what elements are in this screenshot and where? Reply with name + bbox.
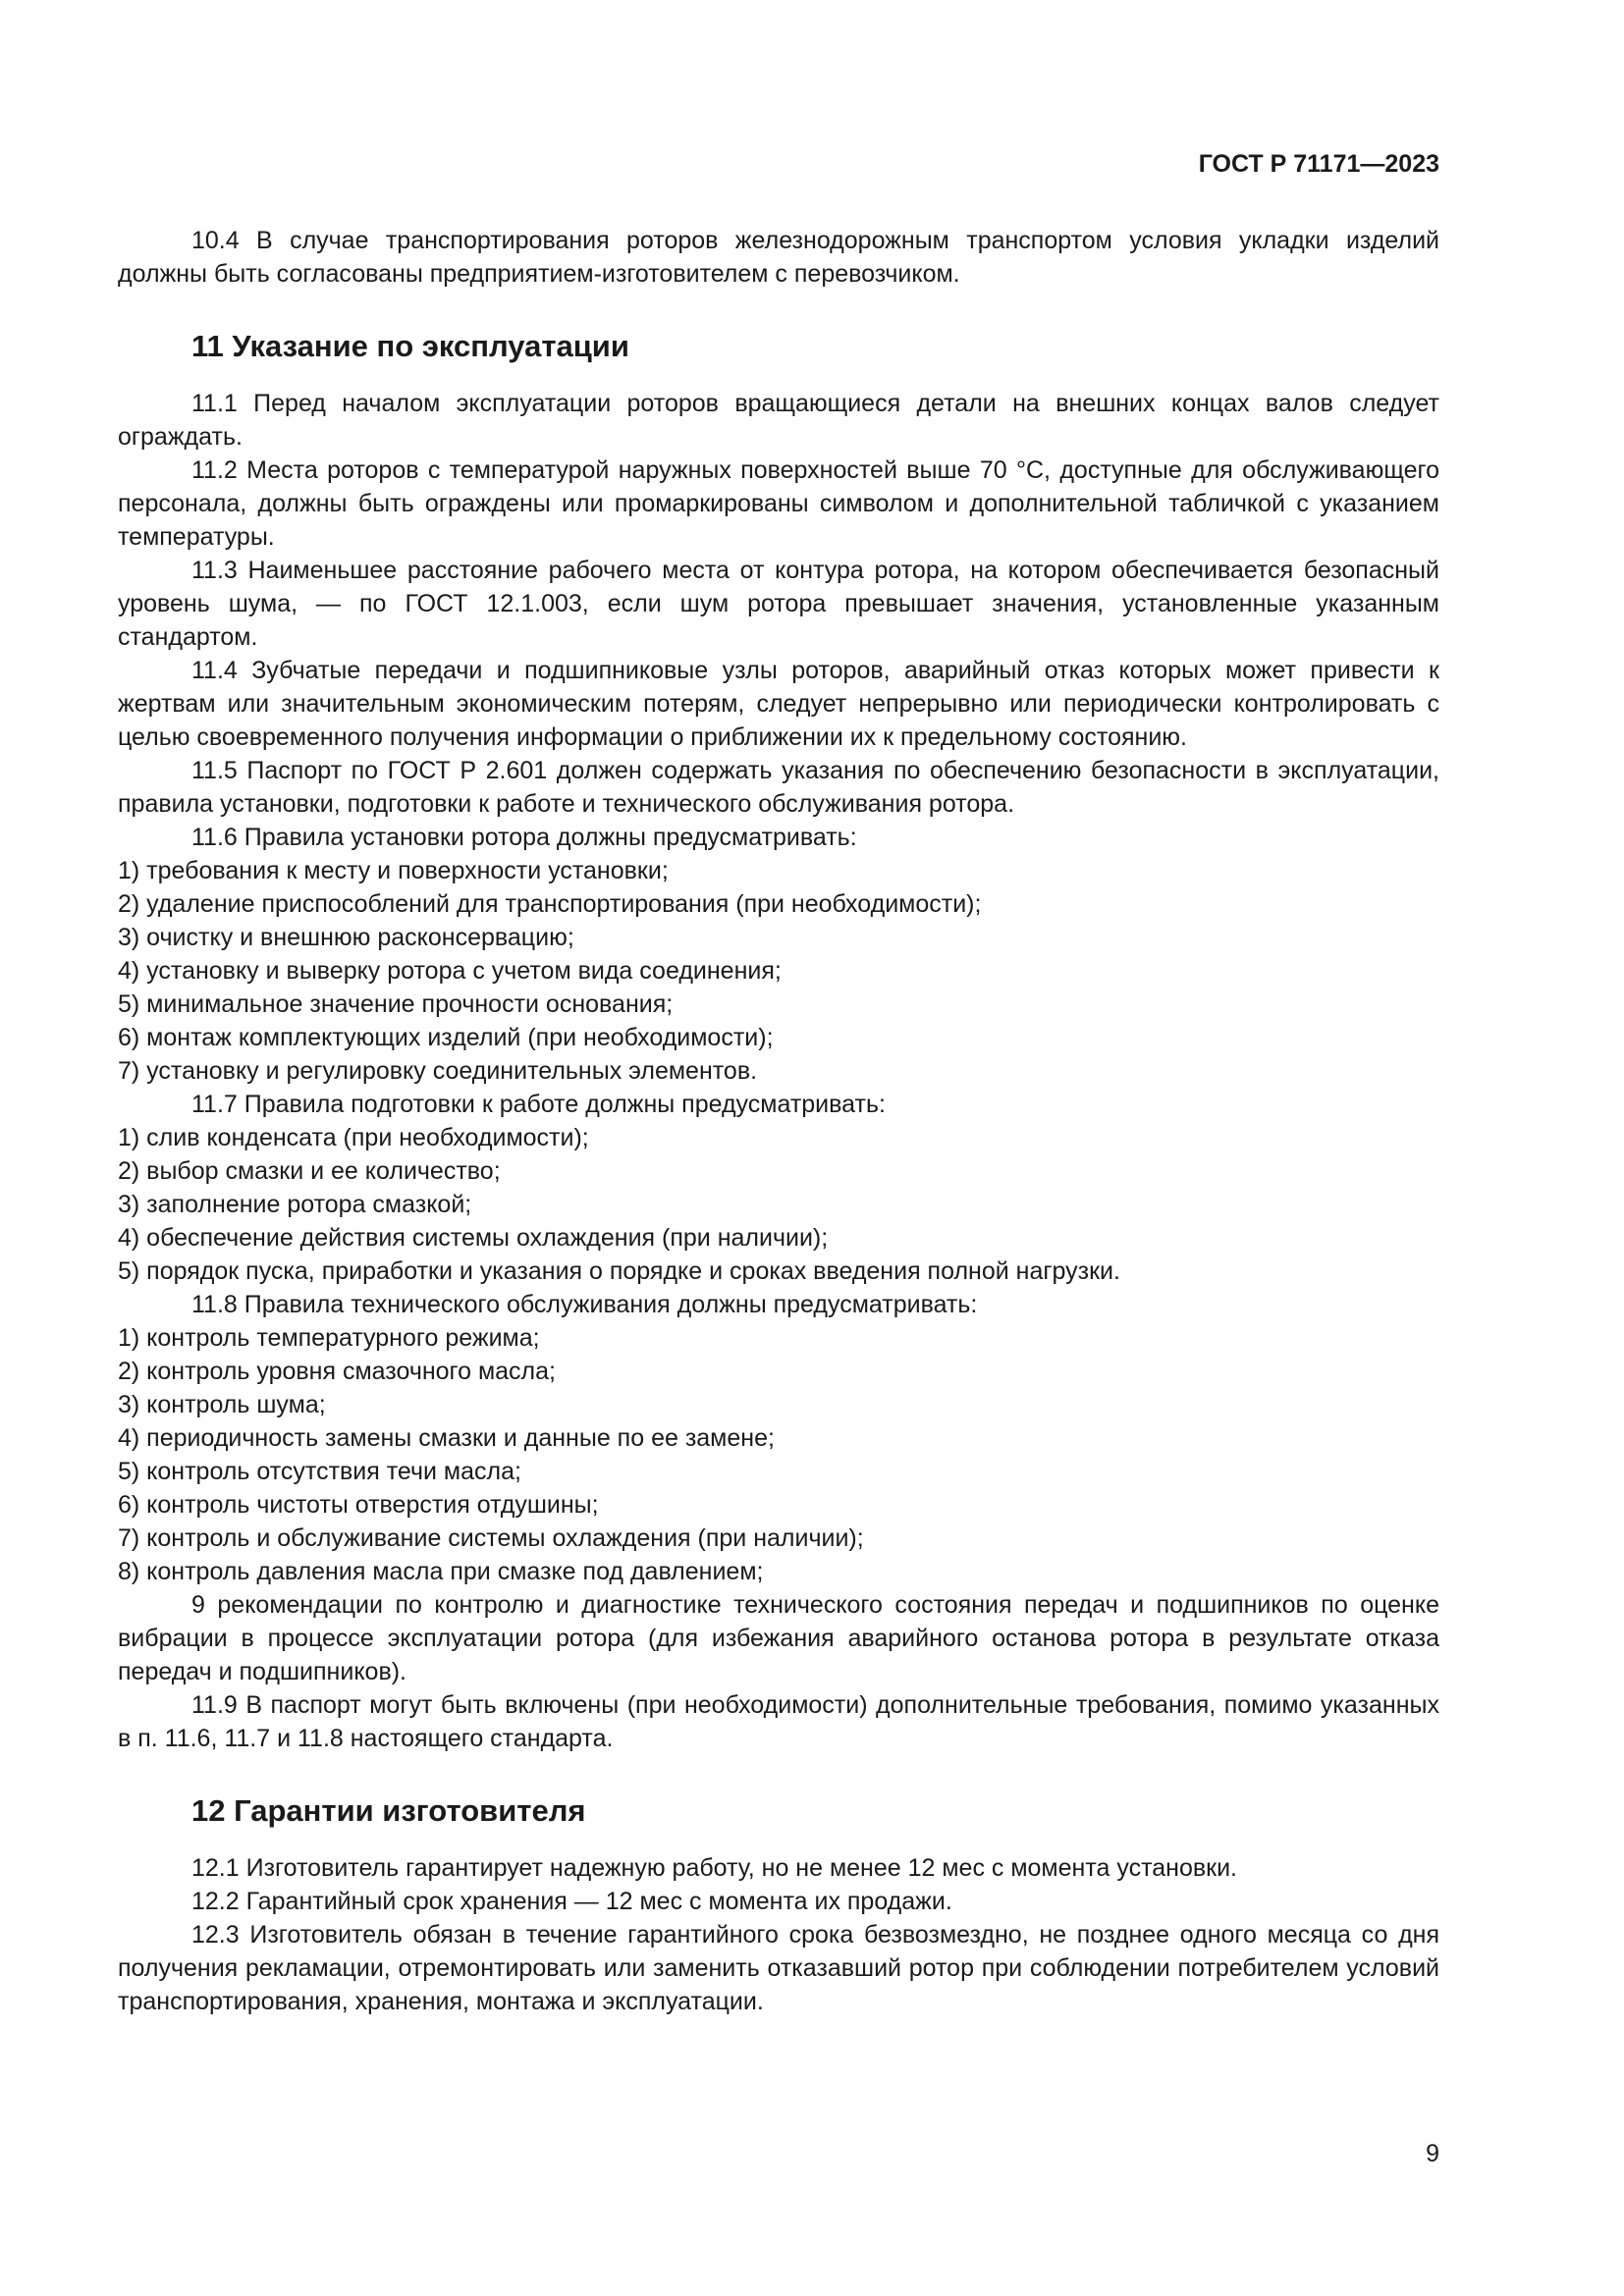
paragraph-11-1: 11.1 Перед началом эксплуатации роторов вращающиеся детали на внешних концах валов следует ограждать. <box>118 390 1439 451</box>
list-item: 5) минимальное значение прочности основания; <box>118 990 674 1018</box>
list-item: 8) контроль давления масла при смазке под давлением; <box>118 1558 764 1585</box>
paragraph-11-3: 11.3 Наименьшее расстояние рабочего места от контура ротора, на котором обеспечивается безопасный уровень шума, — по ГОСТ 12.1.003, если шум ротора превышает значения, установленные указанным стандартом. <box>118 557 1439 651</box>
list-item: 1) слив конденсата (при необходимости); <box>118 1124 589 1151</box>
list-item: 4) периодичность замены смазки и данные по ее замене; <box>118 1424 775 1452</box>
list-item: 3) контроль шума; <box>118 1391 326 1418</box>
list-item: 7) установку и регулировку соединительных элементов. <box>118 1057 758 1085</box>
section-12-title: 12 Гарантии изготовителя <box>191 1793 586 1828</box>
list-item: 4) установку и выверку ротора с учетом вида соединения; <box>118 957 782 985</box>
paragraph-11-2: 11.2 Места роторов с температурой наружных поверхностей выше 70 °С, доступные для обслуживающего персонала, должны быть ограждены или промаркированы символом и дополнительной табличкой с указанием температуры. <box>118 456 1439 551</box>
list-item: 3) очистку и внешнюю расконсервацию; <box>118 924 574 951</box>
section-11-title: 11 Указание по эксплуатации <box>191 329 629 363</box>
paragraph-11-8-item-9: 9 рекомендации по контролю и диагностике технического состояния передач и подшипников по оценке вибрации в процессе эксплуатации ротора (для избежания аварийного останова ротора в результате отказа передач и подшипников). <box>118 1591 1439 1685</box>
list-item: 1) контроль температурного режима; <box>118 1324 540 1352</box>
list-item: 6) контроль чистоты отверстия отдушины; <box>118 1491 599 1519</box>
paragraph-11-6: 11.6 Правила установки ротора должны предусматривать: <box>191 824 857 851</box>
paragraph-12-2: 12.2 Гарантийный срок хранения — 12 мес с момента их продажи. <box>191 1888 952 1915</box>
list-item: 7) контроль и обслуживание системы охлаждения (при наличии); <box>118 1524 864 1552</box>
list-item: 3) заполнение ротора смазкой; <box>118 1191 472 1218</box>
paragraph-11-8: 11.8 Правила технического обслуживания должны предусматривать: <box>191 1291 978 1318</box>
paragraph-12-1: 12.1 Изготовитель гарантирует надежную работу, но не менее 12 мес с момента установки. <box>191 1854 1237 1882</box>
document-body <box>118 224 1439 2018</box>
standard-designation: ГОСТ Р 71171—2023 <box>1198 150 1439 178</box>
list-item: 2) удаление приспособлений для транспортирования (при необходимости); <box>118 890 982 918</box>
paragraph-11-7: 11.7 Правила подготовки к работе должны предусматривать: <box>191 1091 886 1118</box>
paragraph-11-4: 11.4 Зубчатые передачи и подшипниковые узлы роторов, аварийный отказ которых может привести к жертвам или значительным экономическим потерям, следует непрерывно или периодически контролировать с целью своевременного получения информации о приближении их к предельному состоянию. <box>118 657 1439 751</box>
page-number: 9 <box>1426 2140 1439 2167</box>
paragraph-11-9: 11.9 В паспорт могут быть включены (при необходимости) дополнительные требования, помимо указанных в п. 11.6, 11.7 и 11.8 настоящего стандарта. <box>118 1691 1439 1752</box>
list-item: 5) порядок пуска, приработки и указания о порядке и сроках введения полной нагрузки. <box>118 1257 1120 1285</box>
list-item: 4) обеспечение действия системы охлаждения (при наличии); <box>118 1224 829 1252</box>
paragraph-12-3: 12.3 Изготовитель обязан в течение гарантийного срока безвозмездно, не позднее одного месяца со дня получения рекламации, отремонтировать или заменить отказавший ротор при соблюдении потребителем условий транспортирования, хранения, монтажа и эксплуатации. <box>118 1921 1439 2015</box>
list-item: 2) выбор смазки и ее количество; <box>118 1157 501 1185</box>
list-item: 2) контроль уровня смазочного масла; <box>118 1358 556 1385</box>
paragraph-10-4: 10.4 В случае транспортирования роторов железнодорожным транспортом условия укладки изделий должны быть согласованы предприятием-изготовителем с перевозчиком. <box>118 227 1439 288</box>
paragraph-11-5: 11.5 Паспорт по ГОСТ Р 2.601 должен содержать указания по обеспечению безопасности в эксплуатации, правила установки, подготовки к работе и технического обслуживания ротора. <box>118 757 1439 818</box>
list-item: 1) требования к месту и поверхности установки; <box>118 857 669 884</box>
list-item: 6) монтаж комплектующих изделий (при необходимости); <box>118 1024 774 1051</box>
list-item: 5) контроль отсутствия течи масла; <box>118 1458 521 1485</box>
